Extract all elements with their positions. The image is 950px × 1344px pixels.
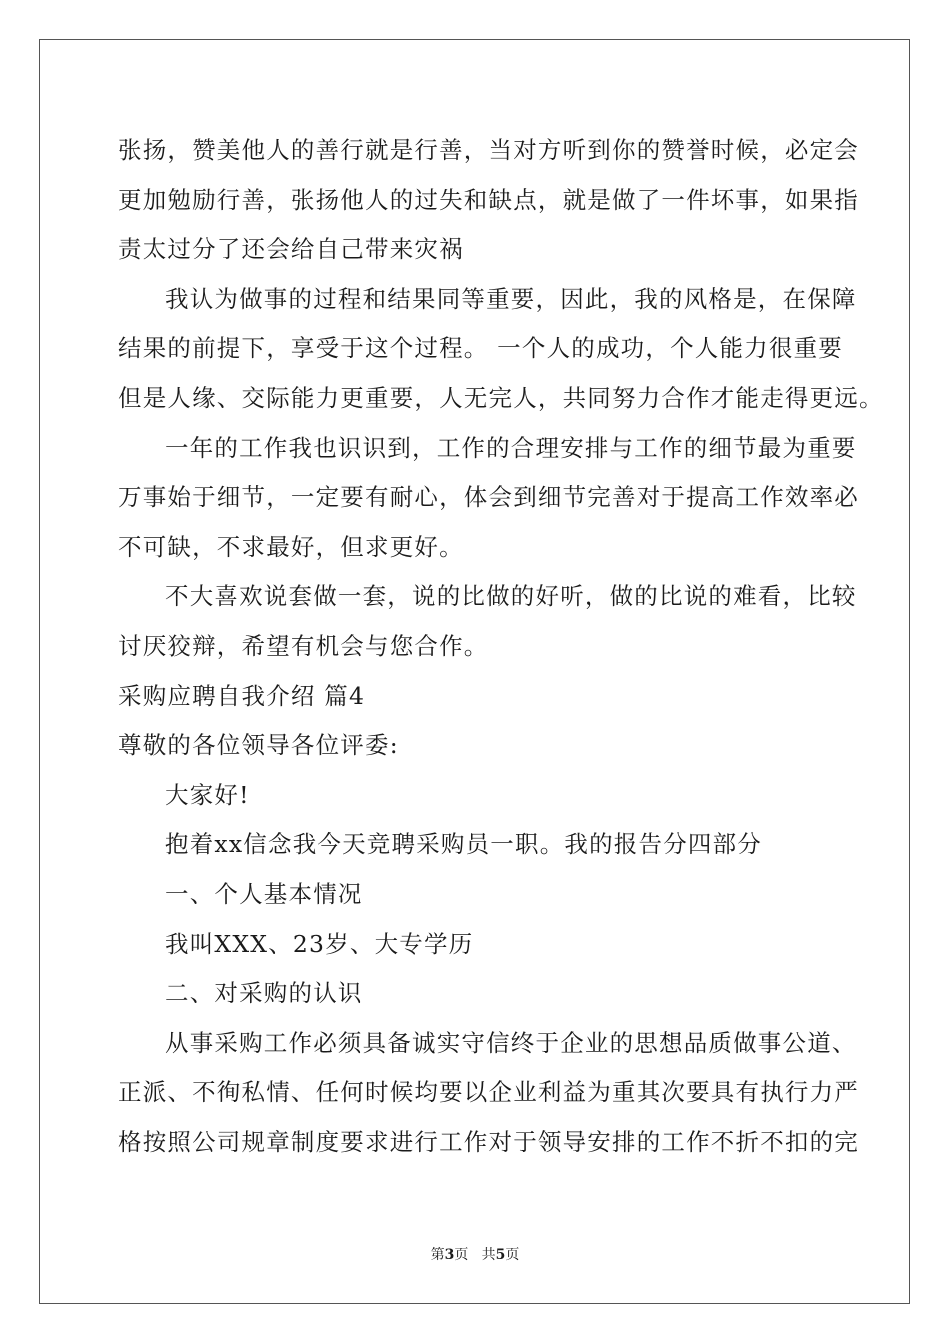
text-line: 正派、不徇私情、任何时候均要以企业利益为重其次要具有执行力严 xyxy=(118,1078,859,1107)
text-line: 格按照公司规章制度要求进行工作对于领导安排的工作不折不扣的完 xyxy=(118,1127,859,1156)
text-line: 我叫XXX、23岁、大专学历 xyxy=(165,929,474,958)
text-line: 结果的前提下，享受于这个过程。 一个人的成功，个人能力很重要 xyxy=(118,334,843,363)
text-line: 张扬，赞美他人的善行就是行善，当对方听到你的赞誉时候，必定会 xyxy=(118,136,859,164)
document-body xyxy=(118,126,884,1167)
footer-total-prefix: 共 xyxy=(481,1247,496,1263)
text-line: 万事始于细节，一定要有耐心，体会到细节完善对于提高工作效率必 xyxy=(118,483,859,512)
text-line: 一年的工作我也识识到，工作的合理安排与工作的细节最为重要 xyxy=(165,433,857,462)
footer-prefix: 第 xyxy=(430,1247,445,1263)
text-line: 从事采购工作必须具备诚实守信终于企业的思想品质做事公道、 xyxy=(165,1028,857,1057)
footer-page-suffix: 页 xyxy=(454,1247,469,1263)
text-line: 责太过分了还会给自己带来灾祸 xyxy=(118,235,464,264)
greeting: 大家好! xyxy=(165,780,250,809)
footer-total-suffix: 页 xyxy=(505,1247,520,1263)
text-line: 不大喜欢说套做一套，说的比做的好听，做的比说的难看，比较 xyxy=(165,582,857,611)
text-line: 更加勉励行善，张扬他人的过失和缺点，就是做了一件坏事，如果指 xyxy=(118,185,859,214)
subheading: 一、个人基本情况 xyxy=(165,879,363,908)
text-line: 不可缺，不求最好，但求更好。 xyxy=(118,532,464,561)
section-heading: 采购应聘自我介绍 篇4 xyxy=(118,681,366,710)
subheading: 二、对采购的认识 xyxy=(165,979,363,1008)
text-line: 我认为做事的过程和结果同等重要，因此，我的风格是，在保障 xyxy=(165,284,857,313)
text-line: 但是人缘、交际能力更重要，人无完人，共同努力合作才能走得更远。 xyxy=(118,383,884,412)
salutation: 尊敬的各位领导各位评委: xyxy=(118,731,399,760)
text-line: 讨厌狡辩，希望有机会与您合作。 xyxy=(118,631,489,660)
footer-total-pages: 5 xyxy=(495,1247,506,1263)
footer-page-number: 3 xyxy=(444,1247,455,1263)
text-line: 抱着xx信念我今天竞聘采购员一职。我的报告分四部分 xyxy=(165,830,763,859)
page-footer xyxy=(0,1244,950,1264)
